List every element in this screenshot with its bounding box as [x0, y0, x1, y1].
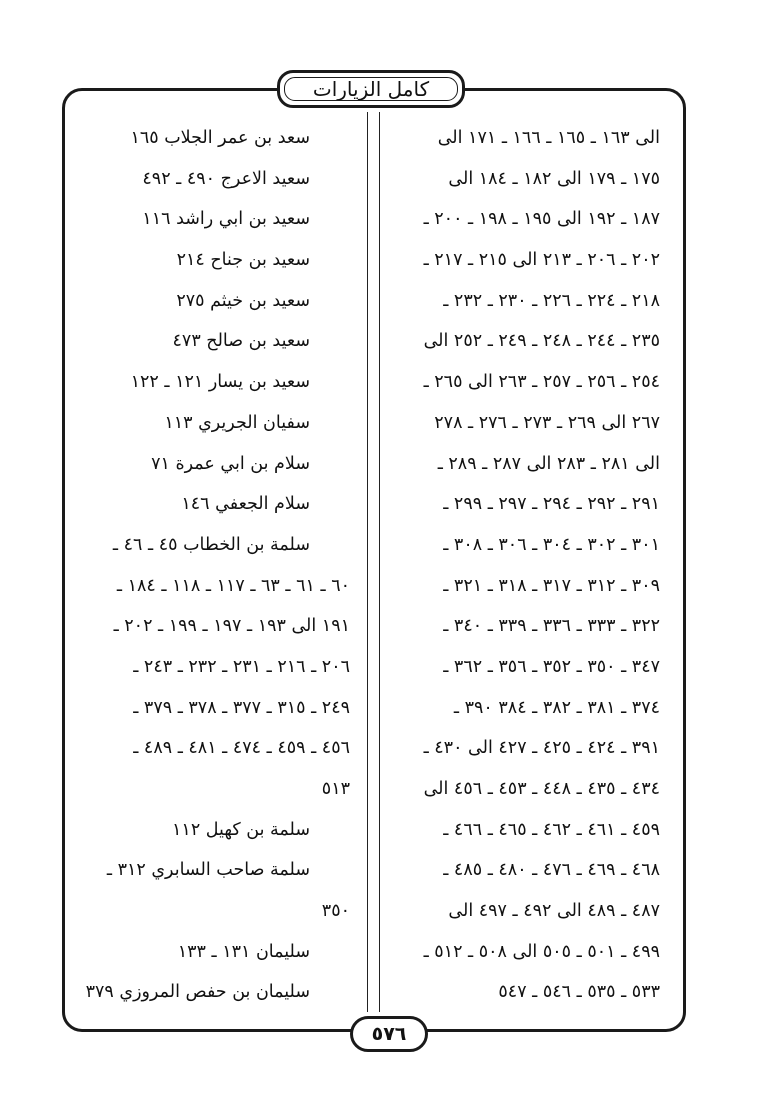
index-line: ٣٤٧ ـ ٣٥٠ ـ ٣٥٢ ـ ٣٥٦ ـ ٣٦٢ ـ [443, 656, 660, 677]
index-entry-continuation: ١٩١ الى ١٩٣ ـ ١٩٧ ـ ١٩٩ ـ ٢٠٢ ـ [113, 616, 350, 637]
index-entry: سعيد الاعرج ٤٩٠ ـ ٤٩٢ [142, 168, 310, 189]
index-entry-continuation: ٣٥٠ [321, 901, 350, 922]
column-divider [367, 112, 380, 1012]
index-entry: سلمة بن الخطاب ٤٥ ـ ٤٦ ـ [112, 534, 310, 555]
page-number: ٥٧٦ [350, 1016, 428, 1052]
index-entry: سليمان ١٣١ ـ ١٣٣ [177, 941, 310, 962]
index-line: ٢٣٥ ـ ٢٤٤ ـ ٢٤٨ ـ ٢٤٩ ـ ٢٥٢ الى [423, 331, 660, 352]
index-entry: سعيد بن ابي راشد ١١٦ [142, 209, 310, 230]
index-line: ١٧٥ ـ ١٧٩ الى ١٨٢ ـ ١٨٤ الى [448, 168, 660, 189]
index-entry-continuation: ٥١٣ [321, 779, 350, 799]
index-line: ٤٥٩ ـ ٤٦١ ـ ٤٦٢ ـ ٤٦٥ ـ ٤٦٦ ـ [443, 819, 660, 840]
index-line: ٢١٨ ـ ٢٢٤ ـ ٢٢٦ ـ ٢٣٠ ـ ٢٣٢ ـ [443, 290, 660, 311]
index-entry: سعيد بن صالح ٤٧٣ [172, 331, 310, 352]
index-entry: سعد بن عمر الجلاب ١٦٥ [130, 128, 310, 148]
index-line: ٤٣٤ ـ ٤٣٥ ـ ٤٤٨ ـ ٤٥٣ ـ ٤٥٦ الى [423, 779, 660, 799]
index-line: ١٨٧ ـ ١٩٢ الى ١٩٥ ـ ١٩٨ ـ ٢٠٠ ـ [423, 209, 660, 230]
index-entry: سعيد بن جناح ٢١٤ [176, 250, 310, 271]
index-entry: سلمة بن كهيل ١١٢ [172, 819, 310, 840]
index-line: ٣٧٤ ـ ٣٨١ ـ ٣٨٢ ـ ٣٨٤ ٣٩٠ ـ [453, 697, 660, 718]
index-entry: سليمان بن حفص المروزي ٣٧٩ [85, 982, 310, 1003]
index-line: ٢٠٢ ـ ٢٠٦ ـ ٢١٣ الى ٢١٥ ـ ٢١٧ ـ [423, 250, 660, 271]
index-line: ٢٦٧ الى ٢٦٩ ـ ٢٧٣ ـ ٢٧٦ ـ ٢٧٨ [434, 412, 660, 433]
index-column-right [392, 118, 660, 1013]
index-line: الى ٢٨١ ـ ٢٨٣ الى ٢٨٧ ـ ٢٨٩ ـ [437, 453, 660, 474]
index-line: ٤٨٧ ـ ٤٨٩ الى ٤٩٢ ـ ٤٩٧ الى [448, 901, 660, 922]
index-line: ٥٣٣ ـ ٥٣٥ ـ ٥٤٦ ـ ٥٤٧ [498, 982, 660, 1003]
index-entry: سلمة صاحب السابري ٣١٢ ـ [106, 860, 310, 881]
index-column-left [82, 118, 350, 1013]
index-line: ٢٥٤ ـ ٢٥٦ ـ ٢٥٧ ـ ٢٦٣ الى ٢٦٥ ـ [423, 372, 660, 393]
index-line: ٢٩١ ـ ٢٩٢ ـ ٢٩٤ ـ ٢٩٧ ـ ٢٩٩ ـ [443, 494, 660, 515]
index-line: ٣٠١ ـ ٣٠٢ ـ ٣٠٤ ـ ٣٠٦ ـ ٣٠٨ ـ [443, 534, 660, 555]
index-line: ٣٩١ ـ ٤٢٤ ـ ٤٢٥ ـ ٤٢٧ الى ٤٣٠ ـ [423, 738, 660, 759]
running-header: كامل الزيارات [277, 70, 465, 108]
index-line: ٣٢٢ ـ ٣٣٣ ـ ٣٣٦ ـ ٣٣٩ ـ ٣٤٠ ـ [443, 616, 660, 637]
index-entry-continuation: ٦٠ ـ ٦١ ـ ٦٣ ـ ١١٧ ـ ١١٨ ـ ١٨٤ ـ [116, 575, 350, 596]
index-entry-continuation: ٢٠٦ ـ ٢١٦ ـ ٢٣١ ـ ٢٣٢ ـ ٢٤٣ ـ [133, 656, 350, 677]
index-line: ٤٦٨ ـ ٤٦٩ ـ ٤٧٦ ـ ٤٨٠ ـ ٤٨٥ ـ [443, 860, 660, 881]
index-entry: سعيد بن خيثم ٢٧٥ [176, 290, 310, 311]
index-entry: سلام بن ابي عمرة ٧١ [151, 453, 310, 474]
index-entry-continuation: ٢٤٩ ـ ٣١٥ ـ ٣٧٧ ـ ٣٧٨ ـ ٣٧٩ ـ [133, 697, 350, 718]
index-entry: سلام الجعفي ١٤٦ [181, 494, 310, 515]
index-line: ٣٠٩ ـ ٣١٢ ـ ٣١٧ ـ ٣١٨ ـ ٣٢١ ـ [443, 575, 660, 596]
index-entry: سفيان الجريري ١١٣ [164, 412, 310, 433]
index-line: الى ١٦٣ ـ ١٦٥ ـ ١٦٦ ـ ١٧١ الى [437, 128, 660, 148]
index-entry-continuation: ٤٥٦ ـ ٤٥٩ ـ ٤٧٤ ـ ٤٨١ ـ ٤٨٩ ـ [133, 738, 350, 759]
index-entry: سعيد بن يسار ١٢١ ـ ١٢٢ [130, 372, 310, 393]
index-line: ٤٩٩ ـ ٥٠١ ـ ٥٠٥ الى ٥٠٨ ـ ٥١٢ ـ [423, 941, 660, 962]
